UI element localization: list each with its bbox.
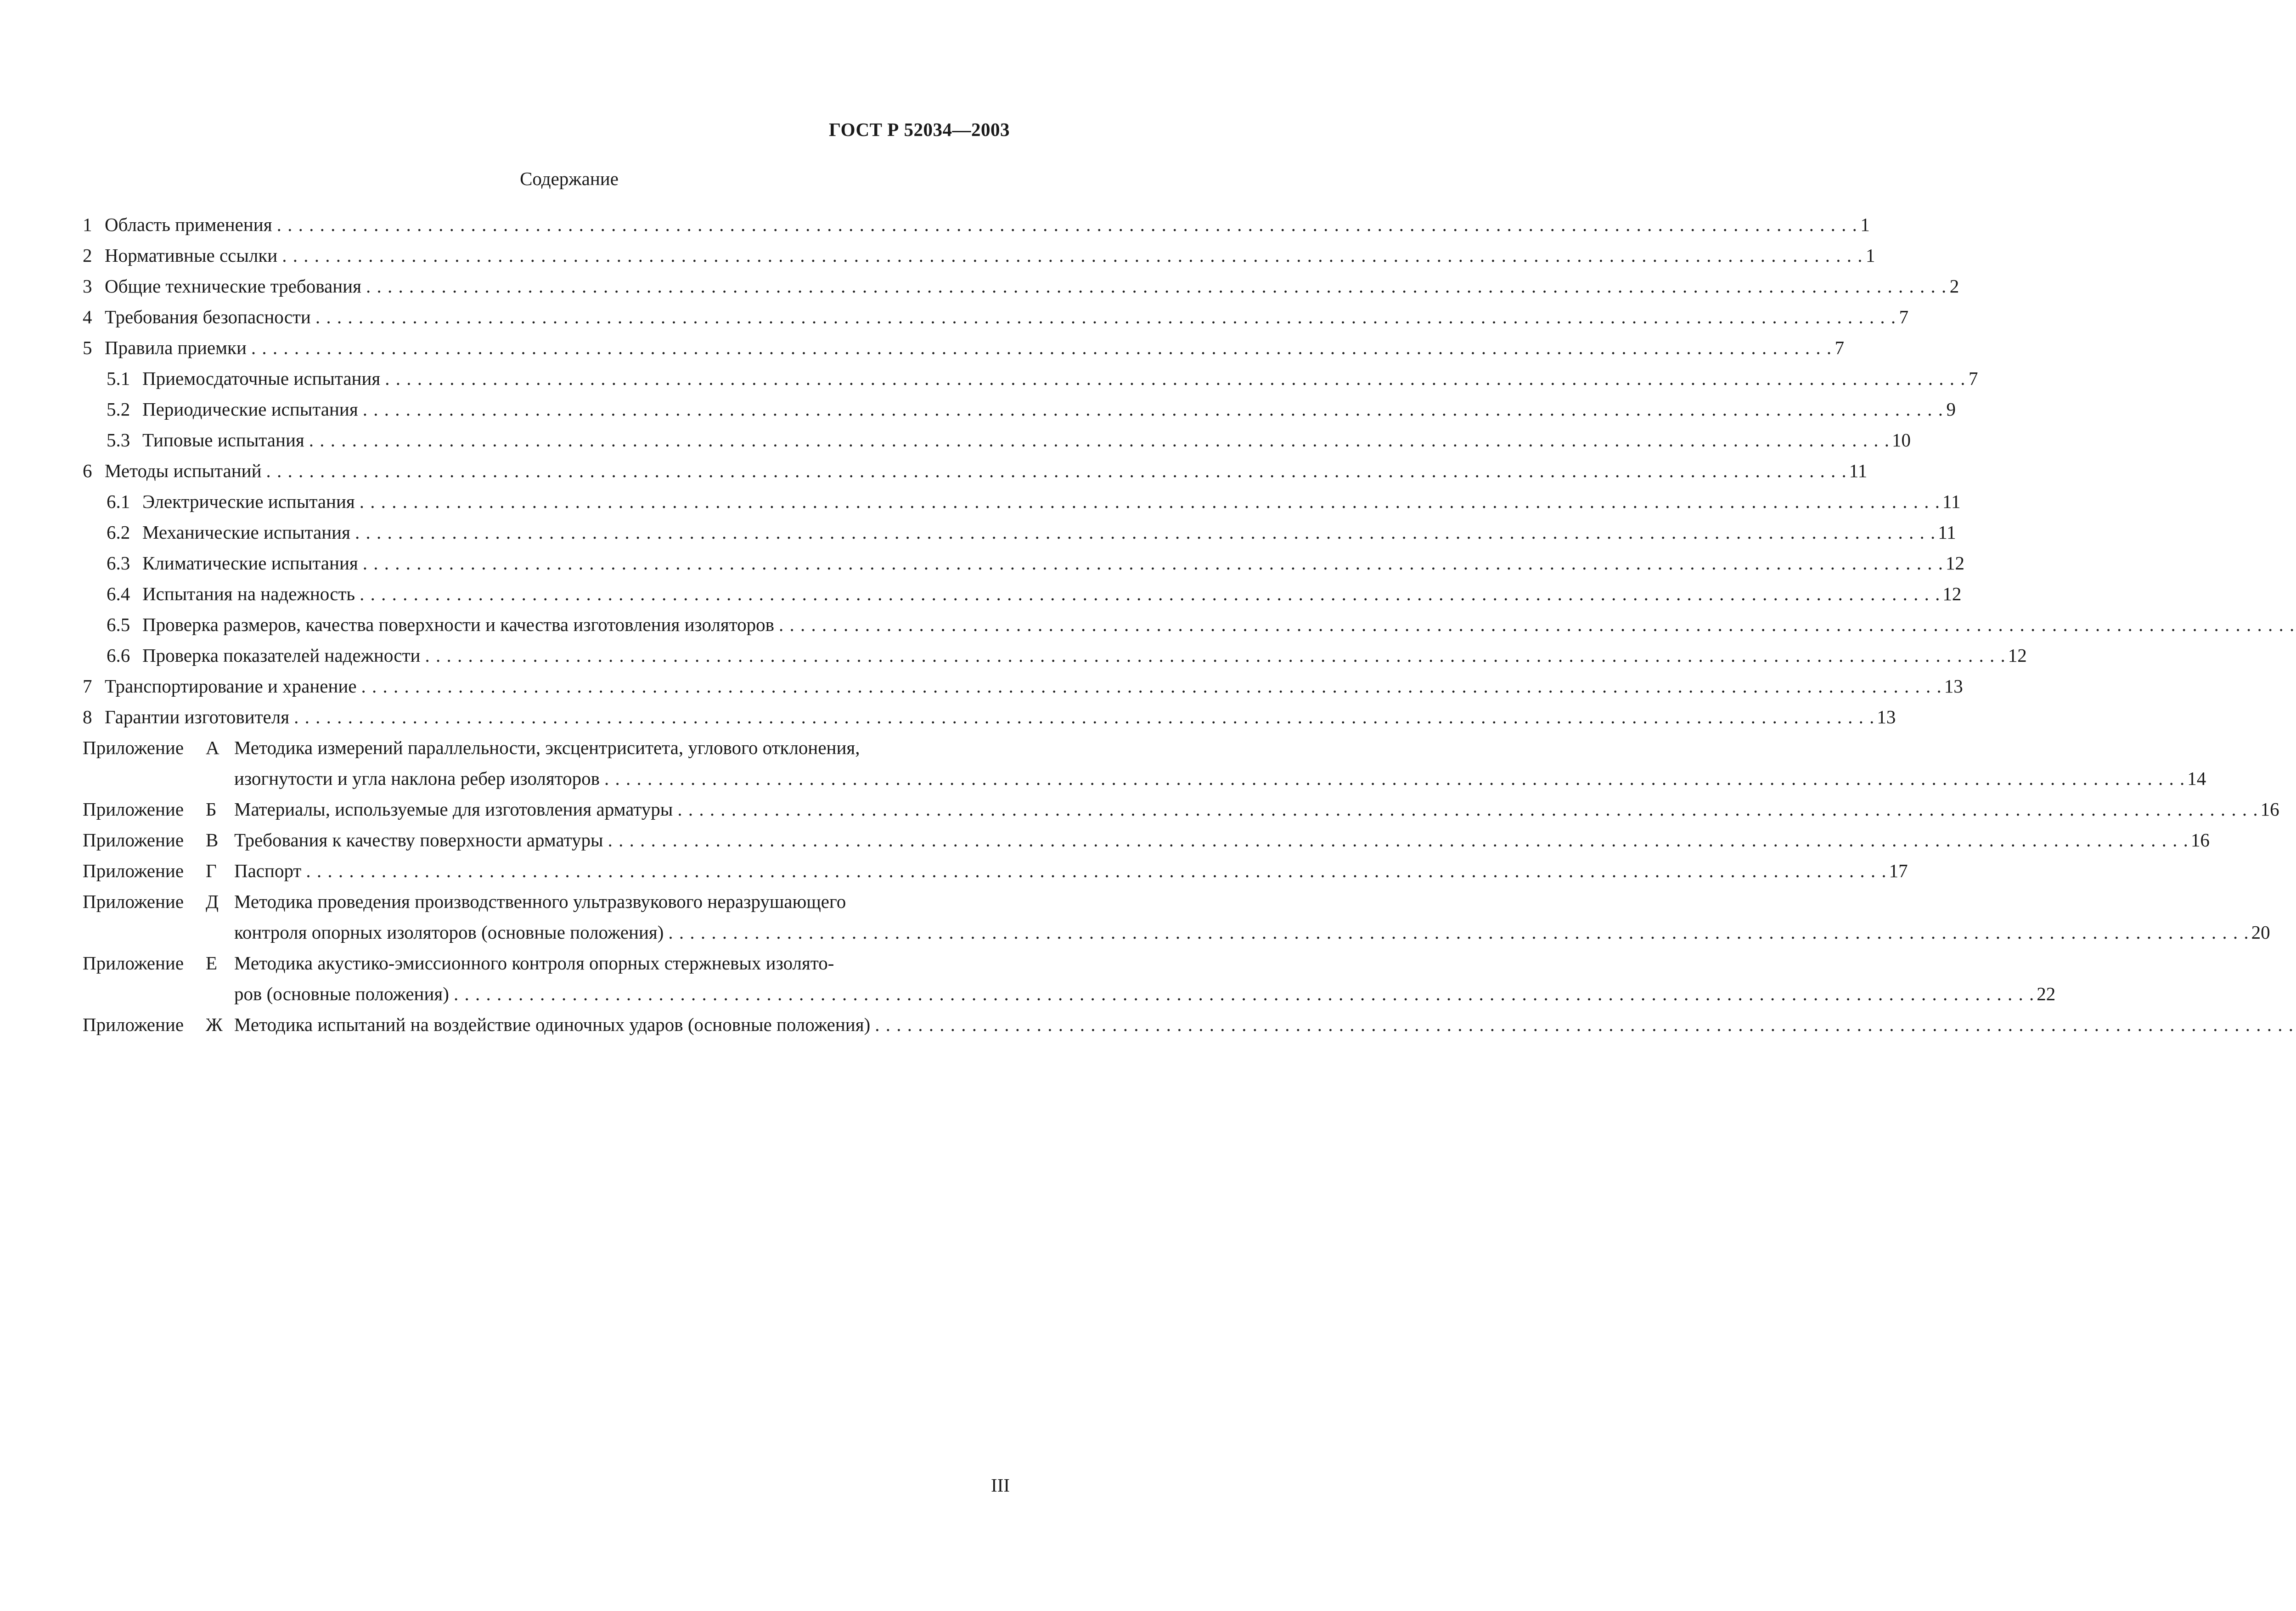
appendix-label	[83, 948, 234, 979]
appendix-letter: Г	[206, 860, 217, 881]
dot-leader	[294, 702, 1874, 732]
appendix-title-line: ров (основные положения)	[234, 983, 449, 1004]
toc-entry-title: Общие технические требования	[105, 276, 361, 297]
toc-entry	[83, 425, 1911, 456]
toc-entry	[83, 671, 1963, 702]
appendix-title-last-line	[234, 794, 2279, 825]
toc-entry-title: Правила приемки	[105, 337, 247, 358]
appendix-word: Приложение	[83, 860, 184, 881]
dot-leader	[363, 548, 1943, 579]
dot-leader	[779, 609, 2296, 640]
toc-entry-number: 6.2	[107, 522, 130, 543]
toc-entry-page: 9	[1946, 399, 1956, 420]
dot-leader	[363, 394, 1943, 425]
toc-entry-page: 17	[1889, 860, 1908, 881]
toc-entry-page: 12	[1942, 583, 1962, 604]
dot-leader	[355, 517, 1935, 548]
toc-entry-page: 7	[1899, 306, 1909, 327]
toc-appendix-entry	[83, 886, 2270, 948]
toc-entry-number: 2	[83, 245, 92, 266]
appendix-letter: В	[206, 829, 219, 851]
toc-entry	[83, 640, 2027, 671]
toc-entry	[83, 332, 1845, 363]
toc-entry-number: 5.2	[107, 399, 130, 420]
toc-entry-page: 7	[1835, 337, 1845, 358]
appendix-title-line: Методика измерений параллельности, эксцентриситета, углового отклонения,	[234, 737, 860, 758]
toc-entry-page: 22	[2037, 983, 2056, 1004]
toc-entry-number: 7	[83, 676, 92, 697]
toc-entry-number: 8	[83, 706, 92, 727]
appendix-title-last-line	[234, 763, 2206, 794]
appendix-label	[83, 732, 234, 763]
toc-entry-number: 6.4	[107, 583, 130, 604]
dot-leader	[677, 794, 2257, 825]
toc-entry-page: 16	[2190, 829, 2210, 851]
appendix-title-line: Материалы, используемые для изготовления арматуры	[234, 799, 673, 820]
dot-leader	[366, 271, 1946, 302]
appendix-letter: А	[206, 737, 219, 758]
dot-leader	[875, 1009, 2296, 1040]
toc-entry-title: Типовые испытания	[142, 429, 304, 451]
page-number: III	[991, 1475, 1010, 1496]
document-code: ГОСТ Р 52034—2003	[829, 119, 1010, 140]
toc-entry-number: 1	[83, 214, 92, 235]
dot-leader	[425, 640, 2005, 671]
toc-entry-number: 6.3	[107, 552, 130, 574]
toc-appendix-entry	[83, 948, 2056, 1009]
toc-entry-number: 5.1	[107, 368, 130, 389]
toc-entry-page: 2	[1949, 276, 1959, 297]
toc-entry-page: 11	[1942, 491, 1961, 512]
toc-entry-page: 14	[2187, 768, 2206, 789]
appendix-title-line: Методика акустико-эмиссионного контроля опорных стержневых изолято-	[234, 952, 834, 974]
toc-entry-title: Электрические испытания	[142, 491, 355, 512]
appendix-title-last-line	[234, 917, 2270, 948]
toc-entry	[83, 702, 1896, 732]
appendix-title	[234, 732, 2206, 794]
toc-entry-number: 4	[83, 306, 92, 327]
toc-entry-number: 6.1	[107, 491, 130, 512]
appendix-title	[234, 948, 2056, 1009]
appendix-title	[234, 1009, 1010, 1040]
toc-appendix-entry	[83, 732, 2206, 794]
toc-appendix-entry	[83, 1009, 1010, 1040]
toc-entry-title: Методы испытаний	[105, 460, 262, 481]
toc-heading: Содержание	[520, 168, 619, 189]
appendix-label	[83, 794, 234, 825]
appendix-title-line: Паспорт	[234, 860, 302, 881]
appendix-title-line: Методика испытаний на воздействие одиночных ударов (основные положения)	[234, 1014, 871, 1035]
appendix-title-line: Требования к качеству поверхности арматуры	[234, 829, 603, 851]
appendix-title	[234, 825, 2210, 856]
dot-leader	[282, 240, 1862, 271]
toc-entry-page: 13	[1944, 676, 1963, 697]
appendix-title	[234, 794, 2279, 825]
toc-entry-page: 1	[1860, 214, 1870, 235]
toc-entry-title: Область применения	[105, 214, 272, 235]
dot-leader	[306, 856, 1886, 886]
toc-entry-page: 7	[1969, 368, 1978, 389]
dot-leader	[309, 425, 1889, 456]
dot-leader	[360, 579, 1940, 609]
toc-entry-number: 3	[83, 276, 92, 297]
appendix-letter: Б	[206, 799, 217, 820]
appendix-word: Приложение	[83, 952, 184, 974]
toc-entry	[83, 456, 1868, 486]
appendix-letter: Е	[206, 952, 218, 974]
appendix-word: Приложение	[83, 799, 184, 820]
table-of-contents	[83, 209, 2279, 1040]
toc-entry	[83, 240, 1875, 271]
toc-entry-page: 12	[1946, 552, 1964, 574]
toc-appendix-entry	[83, 856, 1908, 886]
dot-leader	[454, 979, 2034, 1009]
toc-entry-page: 16	[2260, 799, 2279, 820]
dot-leader	[608, 825, 2188, 856]
dot-leader	[360, 486, 1940, 517]
toc-entry-title: Проверка показателей надежности	[142, 645, 421, 666]
appendix-word: Приложение	[83, 1014, 184, 1035]
toc-entry-title: Механические испытания	[142, 522, 350, 543]
appendix-title-line: контроля опорных изоляторов (основные положения)	[234, 922, 664, 943]
appendix-word: Приложение	[83, 829, 184, 851]
toc-entry-page: 12	[2008, 645, 2027, 666]
toc-appendix-entry	[83, 794, 2279, 825]
toc-entry-title: Климатические испытания	[142, 552, 358, 574]
toc-entry-number: 6.5	[107, 614, 130, 635]
toc-entry	[83, 486, 1961, 517]
appendix-label	[83, 825, 234, 856]
toc-entry-title: Гарантии изготовителя	[105, 706, 290, 727]
toc-entry	[83, 548, 1964, 579]
dot-leader	[604, 763, 2184, 794]
appendix-title-line: изогнутости и угла наклона ребер изоляторов	[234, 768, 600, 789]
appendix-word: Приложение	[83, 737, 184, 758]
dot-leader	[361, 671, 1941, 702]
toc-entry-title: Транспортирование и хранение	[105, 676, 357, 697]
toc-entry-title: Требования безопасности	[105, 306, 311, 327]
appendix-title-last-line	[234, 825, 2210, 856]
dot-leader	[266, 456, 1846, 486]
toc-entry	[83, 209, 1870, 240]
toc-entry	[83, 517, 1956, 548]
appendix-title-last-line	[234, 1009, 1010, 1040]
appendix-title-last-line	[234, 979, 2056, 1009]
toc-entry-title: Проверка размеров, качества поверхности и качества изготовления изоляторов	[142, 614, 775, 635]
toc-entry-title: Периодические испытания	[142, 399, 358, 420]
toc-entry-page: 10	[1892, 429, 1911, 451]
appendix-title-line: Методика проведения производственного ультразвукового неразрушающего	[234, 891, 846, 912]
appendix-title	[234, 856, 1908, 886]
appendix-word: Приложение	[83, 891, 184, 912]
toc-entry-page: 20	[2251, 922, 2270, 943]
appendix-label	[83, 856, 234, 886]
toc-entry-title: Испытания на надежность	[142, 583, 355, 604]
toc-entry	[83, 579, 1962, 609]
toc-entry-page: 13	[1877, 706, 1896, 727]
appendix-label	[83, 1009, 234, 1040]
toc-entry	[83, 394, 1956, 425]
toc-entry-page: 11	[1938, 522, 1956, 543]
toc-entry-page: 1	[1865, 245, 1875, 266]
toc-entry-title: Приемосдаточные испытания	[142, 368, 381, 389]
dot-leader	[251, 332, 1831, 363]
toc-entry-title: Нормативные ссылки	[105, 245, 278, 266]
toc-entry	[83, 271, 1959, 302]
toc-entry-number: 5	[83, 337, 92, 358]
dot-leader	[385, 363, 1965, 394]
toc-entry-number: 6	[83, 460, 92, 481]
appendix-title	[234, 886, 2270, 948]
dot-leader	[315, 302, 1896, 332]
toc-entry	[83, 363, 1978, 394]
appendix-letter: Ж	[206, 1014, 223, 1035]
toc-appendix-entry	[83, 825, 2210, 856]
toc-entry	[83, 302, 1909, 332]
appendix-letter: Д	[206, 891, 219, 912]
toc-entry-page: 11	[1849, 460, 1868, 481]
dot-leader	[277, 209, 1857, 240]
toc-entry-number: 5.3	[107, 429, 130, 451]
dot-leader	[668, 917, 2248, 948]
toc-entry-number: 6.6	[107, 645, 130, 666]
appendix-label	[83, 886, 234, 917]
appendix-title-last-line	[234, 856, 1908, 886]
toc-entry	[83, 609, 1010, 640]
